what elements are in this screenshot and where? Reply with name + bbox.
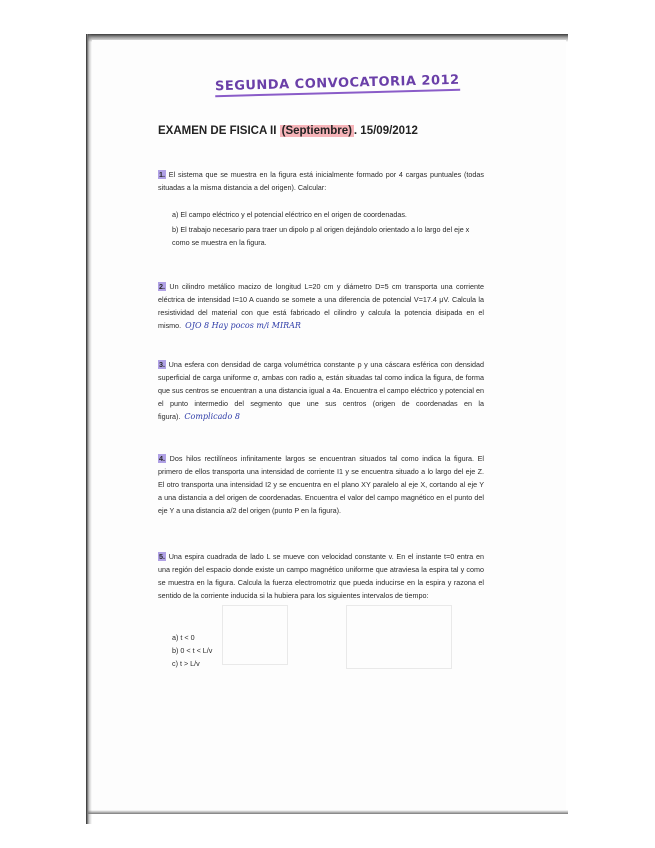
question-5 <box>158 550 484 602</box>
question-2-text: Un cilindro metálico macizo de longitud L=20 cm y diámetro D=5 cm transporta una corriente eléctrica de intensidad I=10 A cuando se somete a una diferencia de potencial V=17.4 μV. Calcula la resistividad del material con que está fabricado el cilindro y calcula la potencia disipada en el mismo. <box>158 282 484 330</box>
handwritten-heading: SEGUNDA CONVOCATORIA 2012 <box>215 73 460 97</box>
question-4-text: Dos hilos rectilíneos infinitamente largos se encuentran situados tal como indica la figura. El primero de ellos transporta una intensidad de corriente I1 y se encuentra situado a lo largo del eje Z. El otro transporta una intensidad I2 y se encuentra en el plano XY paralelo al eje X, cortando al eje Y a una distancia a del origen de coordenadas. Encuentra el valor del campo magnético en el punto del eje Y a una distancia a/2 del origen (punto P en la figura). <box>158 454 484 515</box>
question-1-part-b: b) El trabajo necesario para traer un dipolo p al origen dejándolo orientado a lo largo del eje x como se muestra en la figura. <box>172 225 470 247</box>
question-3-handwritten-note: Complicado 8 <box>184 412 240 421</box>
question-3 <box>158 358 484 423</box>
question-1-part-a: a) El campo eléctrico y el potencial eléctrico en el origen de coordenadas. <box>172 210 407 219</box>
question-5-part-a: a) t < 0 <box>172 633 195 642</box>
scan-shadow-bottom <box>88 810 568 814</box>
question-4-number: 4. <box>159 454 165 463</box>
question-4 <box>158 452 484 517</box>
question-5-text: Una espira cuadrada de lado L se mueve con velocidad constante v. En el instante t=0 entra en una región del espacio donde existe un campo magnético uniforme que atraviesa la espira tal y como se muestra en la figura. Calcula la fuerza electromotriz que pueda inducirse en la espira y razona el sentido de la corriente inducida si la hubiera para los siguientes intervalos de tiempo: <box>158 552 484 600</box>
question-2-number: 2. <box>159 282 165 291</box>
question-3-number: 3. <box>159 360 165 369</box>
exam-title-suffix: . 15/09/2012 <box>353 125 418 137</box>
question-3-text: Una esfera con densidad de carga volumétrica constante ρ y una cáscara esférica con densidad superficial de carga uniforme σ, ambas con radio a, están situadas tal como indica la figura, de forma que sus centros se encuentran a una distancia igual a 4a. Encuentra el campo eléctrico y potencial en el punto intermedio del segmento que une sus centros (origen de coordenadas en la figura). <box>158 360 484 421</box>
question-1-text: El sistema que se muestra en la figura está inicialmente formado por 4 cargas puntuales (todas situadas a la misma distancia a del origen). Calcular: <box>158 170 484 192</box>
question-1-number: 1. <box>159 170 165 179</box>
exam-title <box>158 125 418 137</box>
bleed-through-figure-right <box>346 605 452 669</box>
question-2-handwritten-note: OJO 8 Hay pocos m/i MIRAR <box>185 321 301 330</box>
question-1 <box>158 168 484 194</box>
question-5-part-b: b) 0 < t < L/v <box>172 646 213 655</box>
question-5-part-c: c) t > L/v <box>172 659 200 668</box>
bleed-through-figure-left <box>222 605 288 665</box>
exam-title-prefix: EXAMEN DE FISICA II <box>158 125 280 137</box>
exam-sheet <box>92 40 566 810</box>
question-5-number: 5. <box>159 552 165 561</box>
question-2 <box>158 280 484 332</box>
exam-title-highlight: (Septiembre) <box>281 125 352 137</box>
